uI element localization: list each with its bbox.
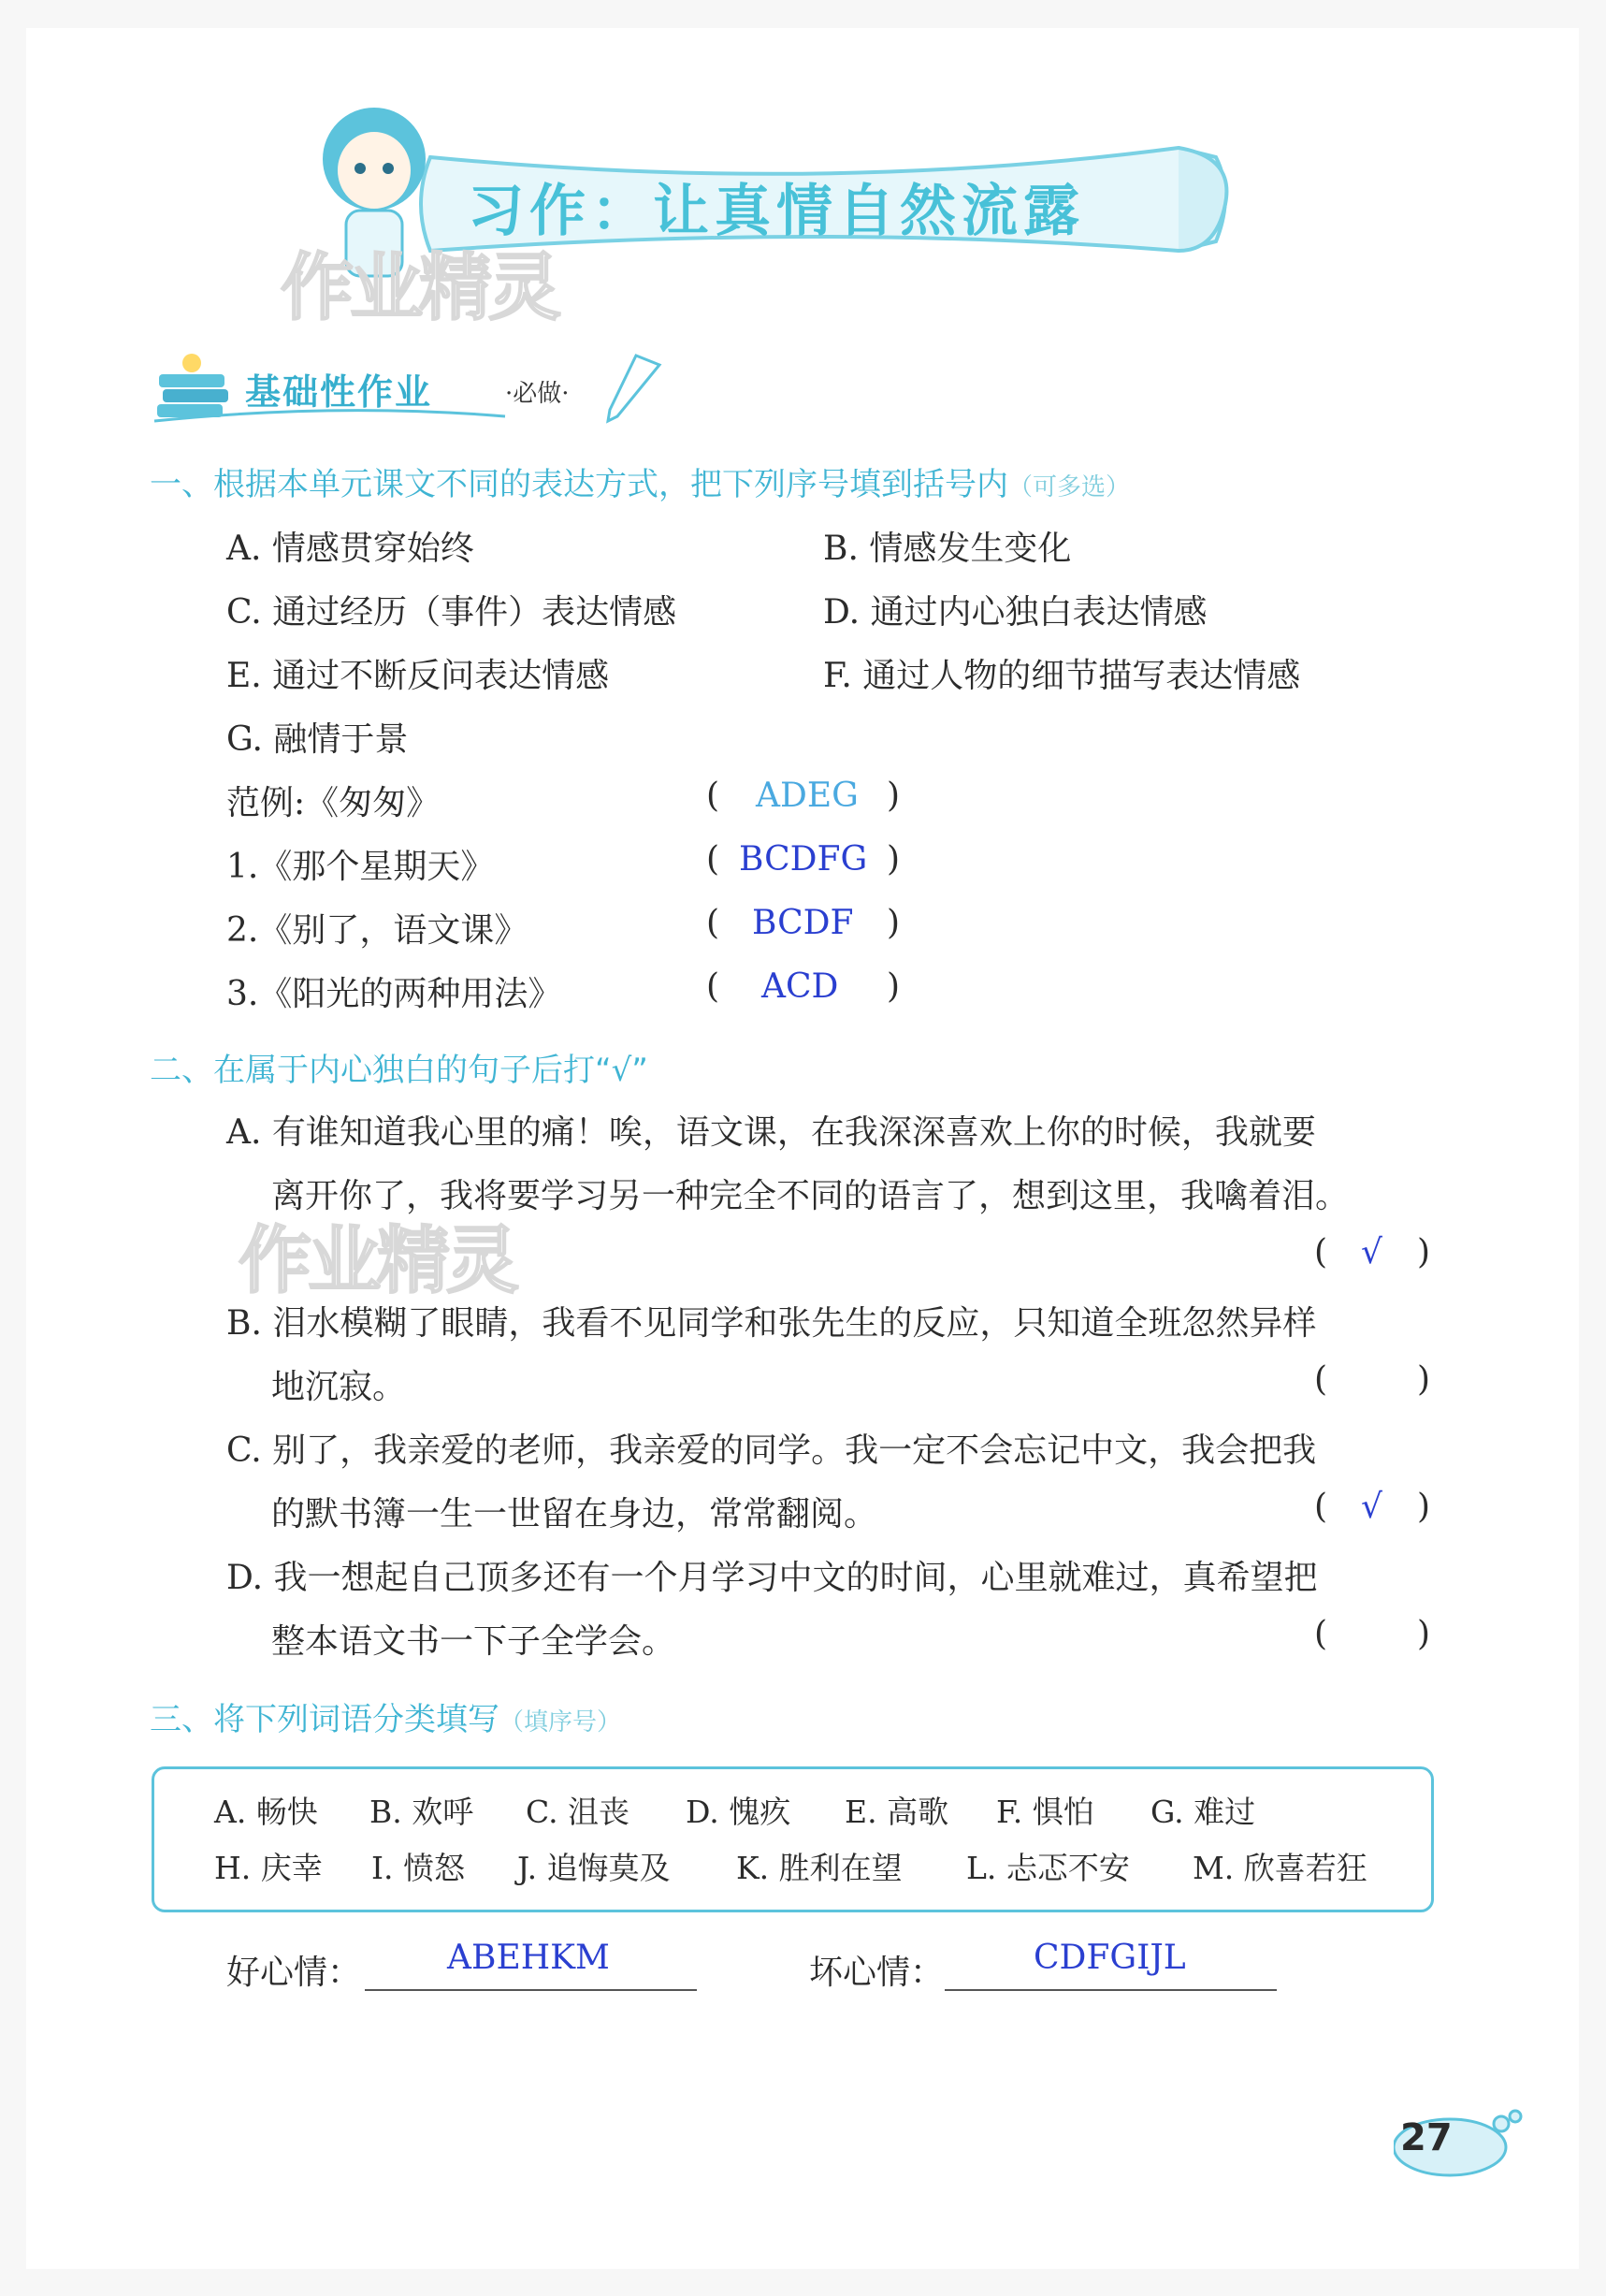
word-item: C. 沮丧 xyxy=(526,1794,630,1830)
question-1-title: 一、根据本单元课文不同的表达方式，把下列序号填到括号内 xyxy=(150,466,1008,503)
sentence-d-line1: D. 我一想起自己顶多还有一个月学习中文的时间，心里就难过，真希望把 xyxy=(226,1559,1318,1597)
option-d: D. 通过内心独白表达情感 xyxy=(823,593,1208,632)
answer-paren-close: ) xyxy=(887,840,901,879)
answer-paren-close: ) xyxy=(887,777,901,815)
sentence-a-line1: A. 有谁知道我心里的痛！唉，语文课，在我深深喜欢上你的时候，我就要 xyxy=(226,1113,1316,1152)
answer-1[interactable]: BCDFG xyxy=(739,840,868,879)
word-item: D. 愧疚 xyxy=(686,1794,791,1830)
example-answer[interactable]: ADEG xyxy=(756,777,859,815)
question-3-note: （填序号） xyxy=(499,1708,622,1737)
page-number: 27 xyxy=(1400,2116,1453,2159)
good-mood-blank xyxy=(365,1989,697,1991)
word-item: F. 惧怕 xyxy=(996,1794,1094,1830)
option-a: A. 情感贯穿始终 xyxy=(226,530,474,568)
section-subtitle: ·必做· xyxy=(505,380,570,408)
answer-paren-open: ( xyxy=(1314,1488,1328,1526)
word-item: E. 高歌 xyxy=(845,1794,949,1830)
answer-paren-close: ) xyxy=(1417,1360,1431,1399)
answer-paren-open: ( xyxy=(1314,1615,1328,1653)
word-item: L. 忐忑不安 xyxy=(966,1850,1130,1886)
watermark-text: 作业精灵 xyxy=(239,1219,516,1303)
answer-paren-close: ) xyxy=(1417,1488,1431,1526)
bad-mood-answer[interactable]: CDFGIJL xyxy=(1034,1939,1186,1977)
row-label: 范例:《匆匆》 xyxy=(226,784,441,822)
sentence-b-line1: B. 泪水模糊了眼睛，我看不见同学和张先生的反应，只知道全班忽然异样 xyxy=(226,1304,1317,1343)
word-item: M. 欣喜若狂 xyxy=(1193,1850,1367,1886)
option-g: G. 融情于景 xyxy=(226,720,409,759)
sentence-a-line2: 离开你了，我将要学习另一种完全不同的语言了，想到这里，我噙着泪。 xyxy=(271,1177,1350,1215)
answer-paren-open: ( xyxy=(1314,1233,1328,1272)
option-c: C. 通过经历（事件）表达情感 xyxy=(226,593,677,632)
question-1-heading xyxy=(150,458,1130,504)
answer-paren-open: ( xyxy=(706,904,720,942)
bad-mood-blank xyxy=(945,1989,1277,1991)
section-title: 基础性作业 xyxy=(245,371,433,413)
sentence-c-line1: C. 别了，我亲爱的老师，我亲爱的同学。我一定不会忘记中文，我会把我 xyxy=(226,1431,1317,1470)
question-2-heading: 二、在属于内心独白的句子后打“√” xyxy=(150,1052,648,1089)
option-b: B. 情感发生变化 xyxy=(823,530,1072,568)
answer-paren-open: ( xyxy=(1314,1360,1328,1399)
word-bank-box xyxy=(152,1766,1434,1912)
word-item: B. 欢呼 xyxy=(369,1794,474,1830)
row-label: 3.《阳光的两种用法》 xyxy=(226,975,562,1013)
word-item: H. 庆幸 xyxy=(214,1850,323,1886)
option-f: F. 通过人物的细节描写表达情感 xyxy=(823,657,1301,695)
check-mark-c[interactable]: √ xyxy=(1361,1488,1382,1526)
sentence-d-line2: 整本语文书一下子全学会。 xyxy=(271,1622,676,1661)
question-3-heading xyxy=(150,1693,621,1739)
sentence-c-line2: 的默书簿一生一世留在身边，常常翻阅。 xyxy=(271,1495,878,1533)
question-1-note: （可多选） xyxy=(1008,473,1131,501)
good-mood-answer[interactable]: ABEHKM xyxy=(447,1939,610,1977)
answer-paren-open: ( xyxy=(706,777,720,815)
good-mood-label: 好心情： xyxy=(226,1954,362,1992)
answer-paren-close: ) xyxy=(887,967,901,1006)
answer-paren-close: ) xyxy=(887,904,901,942)
watermark-text: 作业精灵 xyxy=(281,246,558,330)
row-label: 2.《别了，语文课》 xyxy=(226,911,528,950)
option-e: E. 通过不断反问表达情感 xyxy=(226,657,610,695)
check-mark-a[interactable]: √ xyxy=(1361,1233,1382,1272)
answer-paren-close: ) xyxy=(1417,1615,1431,1653)
answer-paren-open: ( xyxy=(706,967,720,1006)
answer-3[interactable]: ACD xyxy=(761,967,839,1006)
word-item: A. 畅快 xyxy=(214,1794,318,1830)
word-item: G. 难过 xyxy=(1150,1794,1256,1830)
row-label: 1.《那个星期天》 xyxy=(226,848,495,886)
sentence-b-line2: 地沉寂。 xyxy=(271,1368,407,1406)
answer-paren-open: ( xyxy=(706,840,720,879)
answer-2[interactable]: BCDF xyxy=(752,904,854,942)
bad-mood-label: 坏心情： xyxy=(809,1954,945,1992)
question-3-title: 三、将下列词语分类填写 xyxy=(150,1701,499,1738)
word-item: K. 胜利在望 xyxy=(736,1850,903,1886)
word-item: J. 追悔莫及 xyxy=(517,1850,671,1886)
word-item: I. 愤怒 xyxy=(371,1850,466,1886)
page-title: 习作：让真情自然流露 xyxy=(468,179,1085,244)
answer-paren-close: ) xyxy=(1417,1233,1431,1272)
